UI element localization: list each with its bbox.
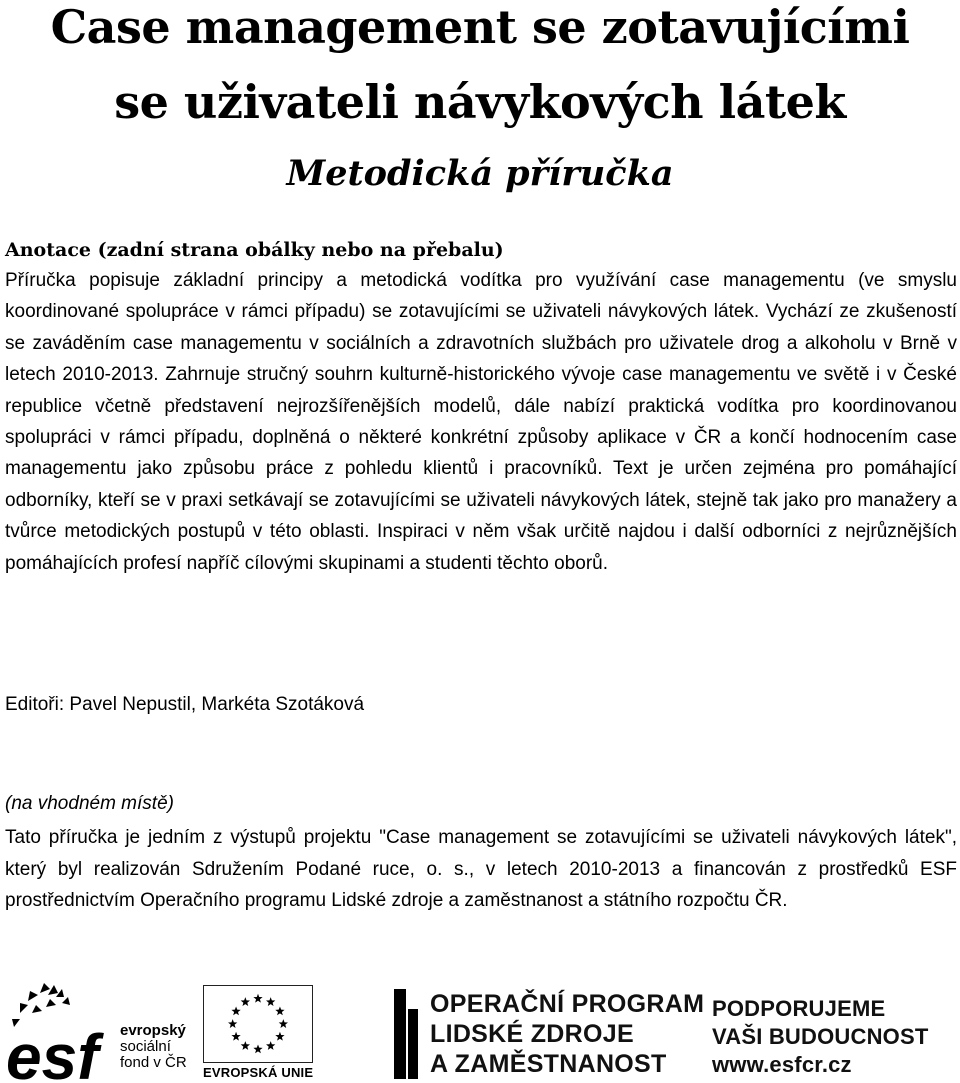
anotace-heading: Anotace (zadní strana obálky nebo na přebalu) <box>5 239 504 261</box>
eu-star-icon <box>241 997 250 1006</box>
esf-logo-icon <box>6 983 116 1081</box>
eu-star-icon <box>266 1041 275 1050</box>
logo-strip <box>0 975 960 1083</box>
eu-flag-icon <box>203 985 313 1063</box>
eu-star-icon <box>275 1006 284 1015</box>
svg-text:esf: esf <box>6 1021 99 1081</box>
support-line-2: VAŠI BUDOUCNOST <box>712 1024 929 1049</box>
document-title-line-2: se uživateli návykových látek <box>114 75 846 129</box>
document-subtitle: Metodická příručka <box>286 153 674 194</box>
eu-star-icon <box>231 1032 240 1041</box>
eu-star-icon <box>275 1032 284 1041</box>
eu-star-icon <box>253 994 262 1003</box>
op-program-line-1: OPERAČNÍ PROGRAM <box>430 990 705 1018</box>
support-line-1: PODPORUJEME <box>712 996 886 1021</box>
document-title-line-1: Case management se zotavujícími <box>50 0 910 54</box>
note-heading: (na vhodném místě) <box>5 793 174 814</box>
eu-star-icon <box>241 1041 250 1050</box>
eu-label: EVROPSKÁ UNIE <box>203 1065 314 1080</box>
esf-label-line-2: sociální <box>120 1038 171 1055</box>
op-program-logo-icon <box>392 989 422 1079</box>
eu-star-icon <box>266 997 275 1006</box>
eu-star-icon <box>228 1019 237 1028</box>
support-text <box>712 995 929 1079</box>
op-program-line-2: LIDSKÉ ZDROJE <box>430 1020 634 1048</box>
anotace-paragraph: Příručka popisuje základní principy a metodická vodítka pro využívání case managementu (ve smyslu koordinované spolupráce v rámci případu) se zotavujícími se uživateli návykových látek. Vychází ze zkušeností se zaváděním case managementu v sociálních a zdravotních službách pro uživatele drog a alkoholu v Brně v letech 2010-2013. Zahrnuje stručný souhrn kulturně-historického vývoje case managementu ve světě i v České republice včetně představení nejrozšířenějších modelů, dále nabízí praktická vodítka pro koordinovanou spolupráci v rámci případu, doplněná o některé konkrétní způsoby aplikace v ČR a končí hodnocením case managementu jako způsobu práce z pohledu klientů i pracovníků. Text je určen zejména pro pomáhající odborníky, kteří se v praxi setkávají se zotavujícími se uživateli návykových látek, stejně tak jako pro manažery a tvůrce metodických postupů v této oblasti. Inspiraci v něm však určitě najdou i další odborníci z nejrůznějších pomáhajících profesí napříč cílovými skupinami a studenti těchto oborů. <box>5 270 957 574</box>
note-paragraph: Tato příručka je jedním z výstupů projektu "Case management se zotavujícími se uživateli návykových látek", který byl realizován Sdružením Podané ruce, o. s., v letech 2010-2013 a financován z prostředků ESF prostřednictvím Operačního programu Lidské zdroje a zaměstnanost a státního rozpočtu ČR. <box>5 827 957 911</box>
esf-label-line-3: fond v ČR <box>120 1054 187 1071</box>
eu-star-icon <box>231 1006 240 1015</box>
op-program-line-3: A ZAMĚSTNANOST <box>430 1050 667 1078</box>
eu-star-icon <box>279 1019 288 1028</box>
support-website: www.esfcr.cz <box>712 1052 852 1077</box>
eu-star-icon <box>253 1044 262 1053</box>
editors-line: Editoři: Pavel Nepustil, Markéta Szotáková <box>5 694 365 715</box>
esf-label-line-1: evropský <box>120 1022 186 1039</box>
esf-label <box>120 1023 187 1071</box>
op-program-text <box>430 989 704 1079</box>
